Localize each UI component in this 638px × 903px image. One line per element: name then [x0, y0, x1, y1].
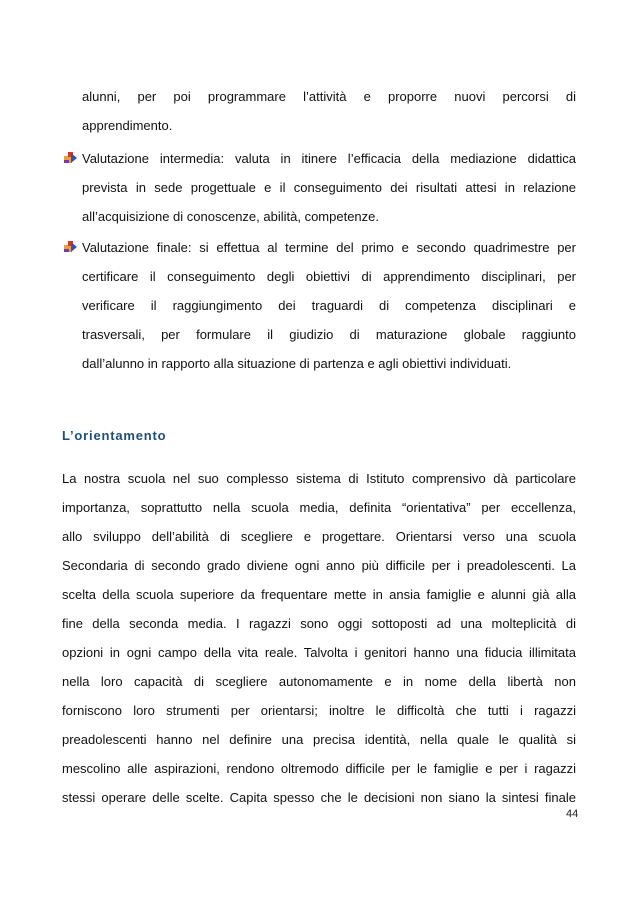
continuation-paragraph	[82, 82, 576, 140]
text-line: Valutazione finale: si effettua al termine del primo e secondo quadrimestre per	[82, 240, 576, 255]
text-line: trasversali, per formulare il giudizio di maturazione globale raggiunto	[82, 327, 576, 342]
bullet-paragraph-finale	[82, 233, 576, 378]
bullet-paragraph-intermedia	[82, 144, 576, 231]
text-line: apprendimento.	[82, 118, 173, 133]
section-heading: L’orientamento	[62, 428, 167, 443]
page-number: 44	[566, 808, 579, 820]
text-line: forniscono loro strumenti per orientarsi; inoltre le difficoltà che tutti i ragazzi	[62, 703, 576, 718]
text-line: all’acquisizione di conoscenze, abilità, competenze.	[82, 209, 380, 224]
text-line: allo sviluppo dell’abilità di scegliere e progettare. Orientarsi verso una scuola	[62, 529, 576, 544]
text-line: importanza, soprattutto nella scuola media, definita “orientativa” per eccellenza,	[62, 500, 576, 515]
text-line: dall’alunno in rapporto alla situazione di partenza e agli obiettivi individuati.	[82, 356, 512, 371]
text-line: mescolino alle aspirazioni, rendono oltremodo difficile per le famiglie e per i ragazzi	[62, 761, 576, 776]
text-line: opzioni in ogni campo della vita reale. Talvolta i genitori hanno una fiducia illimitata	[62, 645, 576, 660]
text-line: fine della seconda media. I ragazzi sono oggi sottoposti ad una molteplicità di	[62, 616, 576, 631]
text-line: alunni, per poi programmare l’attività e proporre nuovi percorsi di	[82, 89, 576, 104]
bullet-arrow-icon	[64, 151, 78, 164]
text-line: La nostra scuola nel suo complesso sistema di Istituto comprensivo dà particolare	[62, 471, 576, 486]
body-paragraph	[62, 464, 576, 812]
text-line: verificare il raggiungimento dei traguardi di competenza disciplinari e	[82, 298, 576, 313]
text-line: nella loro capacità di scegliere autonomamente e in nome della libertà non	[62, 674, 576, 689]
bullet-arrow-icon	[64, 240, 78, 253]
text-line: scelta della scuola superiore da frequentare mette in ansia famiglie e alunni già alla	[62, 587, 576, 602]
text-line: Secondaria di secondo grado diviene ogni anno più difficile per i preadolescenti. La	[62, 558, 576, 573]
text-line: stessi operare delle scelte. Capita spesso che le decisioni non siano la sintesi finale	[62, 790, 576, 805]
text-line: preadolescenti hanno nel definire una precisa identità, nella quale le qualità si	[62, 732, 576, 747]
text-line: prevista in sede progettuale e il conseguimento dei risultati attesi in relazione	[82, 180, 576, 195]
text-line: certificare il conseguimento degli obiettivi di apprendimento disciplinari, per	[82, 269, 576, 284]
text-line: Valutazione intermedia: valuta in itinere l’efficacia della mediazione didattica	[82, 151, 576, 166]
